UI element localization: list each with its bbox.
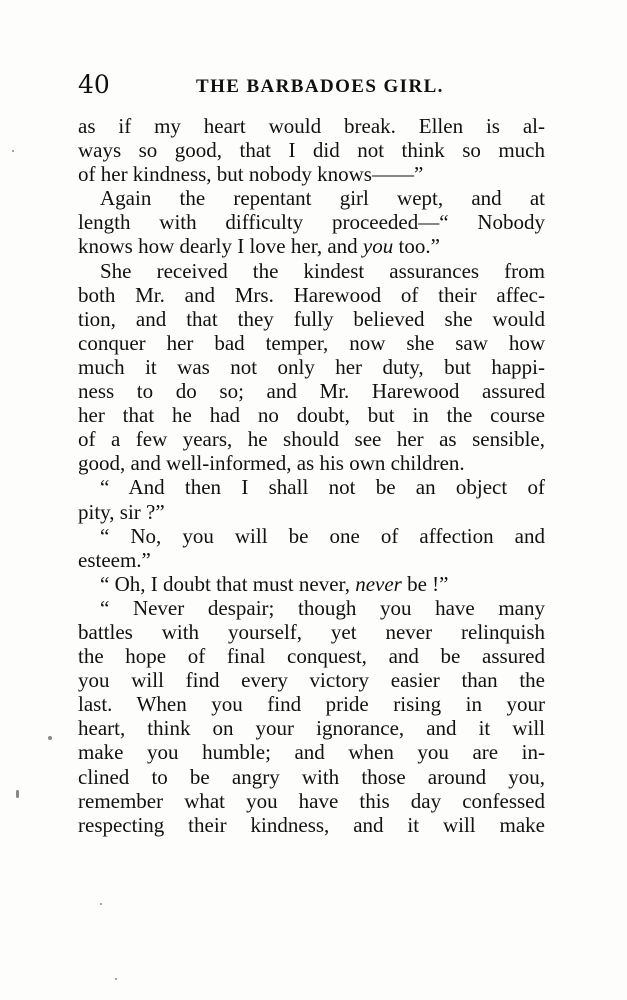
text-line: length with difficulty proceeded—“ Nobody — [78, 210, 545, 235]
text-line: ways so good, that I did not think so much — [78, 138, 545, 163]
text-line: good, and well-informed, as his own children. — [78, 451, 465, 476]
text-line: clined to be angry with those around you, — [78, 764, 545, 789]
text-line: last. When you find pride rising in your — [78, 692, 545, 717]
text-line: respecting their kindness, and it will make — [78, 812, 545, 837]
page-number: 40 — [78, 70, 110, 99]
text-line: her that he had no doubt, but in the course — [78, 403, 545, 428]
print-speck — [48, 736, 52, 740]
text-line: “ And then I shall not be an object of — [100, 475, 545, 500]
text-line: much it was not only her duty, but happi- — [78, 354, 545, 379]
print-speck — [12, 150, 14, 152]
text-line: make you humble; and when you are in- — [78, 740, 545, 765]
text-line: as if my heart would break. Ellen is al- — [78, 114, 545, 138]
running-title: THE BARBADOES GIRL. — [196, 76, 444, 97]
text-line: the hope of final conquest, and be assured — [78, 644, 545, 669]
text-line: battles with yourself, yet never relinquish — [78, 619, 545, 644]
text-line: both Mr. and Mrs. Harewood of their affec- — [78, 282, 545, 307]
page-header — [78, 68, 548, 102]
text-line: of a few years, he should see her as sensible, — [78, 427, 545, 452]
print-speck — [115, 978, 117, 980]
text-line: conquer her bad temper, now she saw how — [78, 330, 545, 355]
text-line: She received the kindest assurances from — [100, 258, 545, 283]
text-line: knows how dearly I love her, and you too.” — [78, 234, 440, 259]
text-line: Again the repentant girl wept, and at — [100, 186, 545, 211]
text-line: of her kindness, but nobody knows——” — [78, 162, 424, 187]
text-line: “ Oh, I doubt that must never, never be !” — [100, 571, 449, 596]
body-text — [78, 114, 545, 837]
print-speck — [100, 903, 102, 905]
text-line: “ Never despair; though you have many — [100, 595, 545, 620]
text-line: you will find every victory easier than the — [78, 668, 545, 693]
text-line: pity, sir ?” — [78, 499, 165, 524]
print-speck — [16, 790, 19, 798]
text-line: tion, and that they fully believed she would — [78, 306, 545, 331]
text-line: “ No, you will be one of affection and — [100, 523, 545, 548]
text-line: ness to do so; and Mr. Harewood assured — [78, 379, 545, 404]
text-line: heart, think on your ignorance, and it will — [78, 716, 545, 741]
text-line: esteem.” — [78, 547, 151, 572]
text-line: remember what you have this day confessed — [78, 788, 545, 813]
